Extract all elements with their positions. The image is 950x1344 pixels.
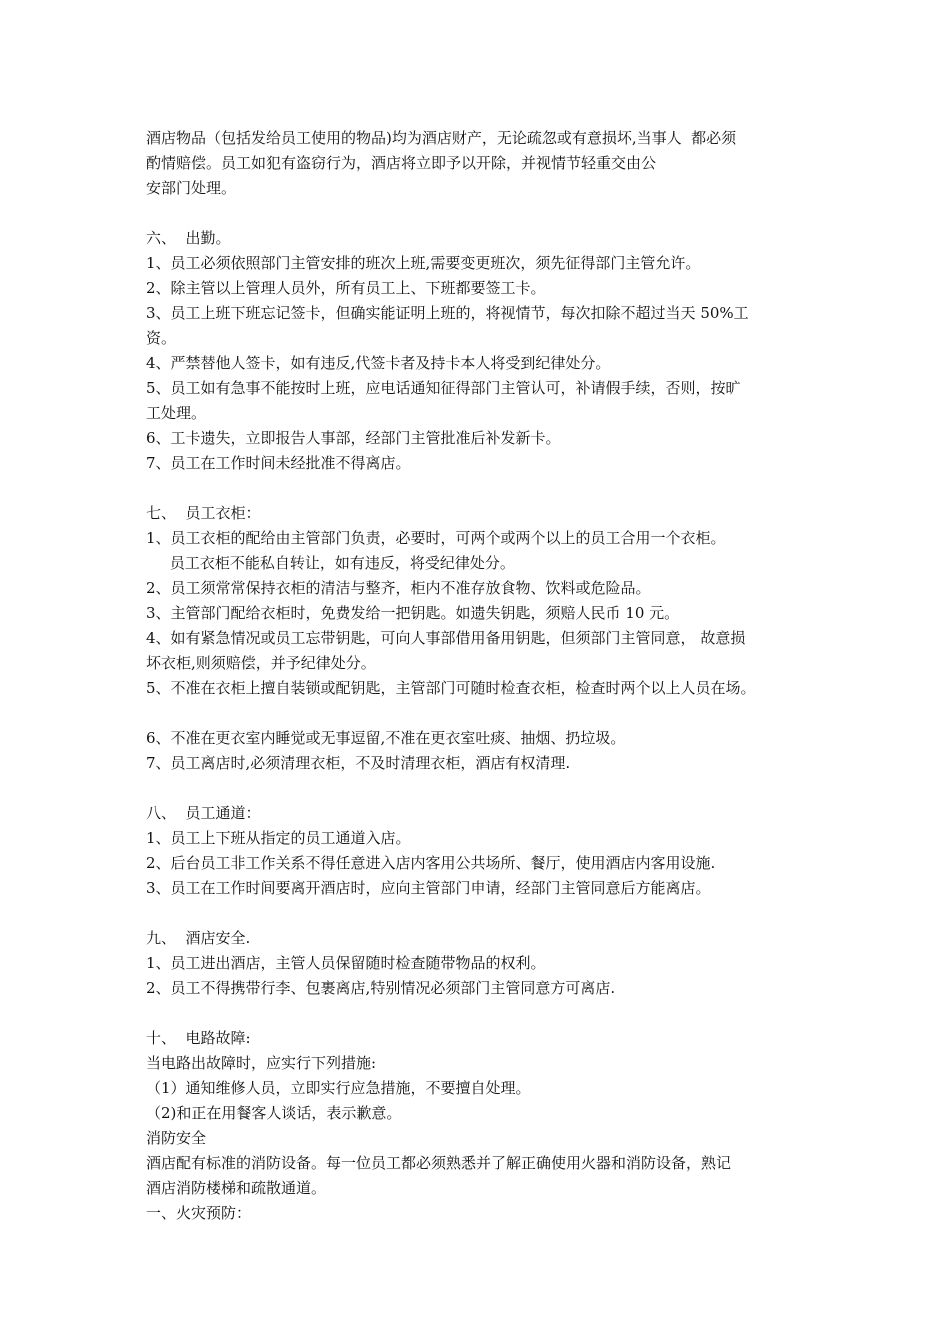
section-attendance (146, 226, 836, 476)
section-line: 3、员工上班下班忘记签卡，但确实能证明上班的，将视情节，每次扣除不超过当天 50%工 (146, 304, 749, 322)
section-heading: 九、 酒店安全. (146, 929, 251, 947)
section-line: 一、火灾预防： (146, 1204, 252, 1222)
intro-line: 安部门处理。 (146, 179, 237, 197)
section-line: 1、员工进出酒店，主管人员保留随时检查随带物品的权利。 (146, 954, 546, 972)
section-line: 酒店消防楼梯和疏散通道。 (146, 1179, 327, 1197)
section-line: 2、除主管以上管理人员外，所有员工上、下班都要签工卡。 (146, 279, 546, 297)
section-staff-passage (146, 801, 836, 901)
section-line: 1、员工必须依照部门主管安排的班次上班,需要变更班次，须先征得部门主管允许。 (146, 254, 701, 272)
section-line: 坏衣柜,则须赔偿，并予纪律处分。 (146, 654, 376, 672)
section-power-failure (146, 1026, 836, 1226)
section-line: 2、员工须常常保持衣柜的清洁与整齐，柜内不准存放食物、饮料或危险品。 (146, 579, 651, 597)
section-line: 资。 (146, 329, 177, 347)
section-line: （1）通知维修人员，立即实行应急措施，不要擅自处理。 (146, 1079, 531, 1097)
section-hotel-security (146, 926, 836, 1001)
section-heading: 六、 出勤。 (146, 229, 231, 247)
intro-line: 酌情赔偿。员工如犯有盗窃行为，酒店将立即予以开除，并视情节轻重交由公 (146, 154, 657, 172)
section-line: 消防安全 (146, 1129, 207, 1147)
section-line: 5、员工如有急事不能按时上班，应电话通知征得部门主管认可，补请假手续，否则，按旷 (146, 379, 741, 397)
section-line: 3、员工在工作时间要离开酒店时，应向主管部门申请，经部门主管同意后方能离店。 (146, 879, 711, 897)
section-heading: 七、 员工衣柜： (146, 504, 261, 522)
section-line: 6、工卡遗失，立即报告人事部，经部门主管批准后补发新卡。 (146, 429, 561, 447)
section-line: 1、员工上下班从指定的员工通道入店。 (146, 829, 411, 847)
section-lockers (146, 501, 836, 776)
section-line: 7、员工离店时,必须清理衣柜，不及时清理衣柜，酒店有权清理. (146, 754, 571, 772)
section-heading: 八、 员工通道： (146, 804, 261, 822)
section-line: 7、员工在工作时间未经批准不得离店。 (146, 454, 411, 472)
section-heading: 十、 电路故障: (146, 1029, 251, 1047)
section-line: （2)和正在用餐客人谈话，表示歉意。 (146, 1104, 402, 1122)
section-line: 工处理。 (146, 404, 207, 422)
section-line: 2、后台员工非工作关系不得任意进入店内客用公共场所、餐厅，使用酒店内客用设施. (146, 854, 716, 872)
section-line: 4、严禁替他人签卡，如有违反,代签卡者及持卡本人将受到纪律处分。 (146, 354, 611, 372)
section-line: 6、不准在更衣室内睡觉或无事逗留,不准在更衣室吐痰、抽烟、扔垃圾。 (146, 729, 626, 747)
intro-paragraph (146, 126, 836, 201)
section-line: 3、主管部门配给衣柜时，免费发给一把钥匙。如遗失钥匙，须赔人民币 10 元。 (146, 604, 680, 622)
section-line: 员工衣柜不能私自转让，如有违反，将受纪律处分。 (146, 554, 515, 572)
intro-line: 酒店物品（包括发给员工使用的物品)均为酒店财产，无论疏忽或有意损坏,当事人 都必须 (146, 129, 737, 147)
section-line: 4、如有紧急情况或员工忘带钥匙，可向人事部借用备用钥匙，但须部门主管同意， 故意损 (146, 629, 746, 647)
section-line: 5、不准在衣柜上擅自装锁或配钥匙，主管部门可随时检查衣柜，检查时两个以上人员在场。 (146, 679, 756, 697)
document-page (146, 126, 836, 1226)
section-line: 当电路出故障时，应实行下列措施: (146, 1054, 377, 1072)
section-line: 2、员工不得携带行李、包裹离店,特别情况必须部门主管同意方可离店. (146, 979, 616, 997)
section-line: 酒店配有标准的消防设备。每一位员工都必须熟悉并了解正确使用火器和消防设备，熟记 (146, 1154, 732, 1172)
section-line: 1、员工衣柜的配给由主管部门负责，必要时，可两个或两个以上的员工合用一个衣柜。 (146, 529, 726, 547)
